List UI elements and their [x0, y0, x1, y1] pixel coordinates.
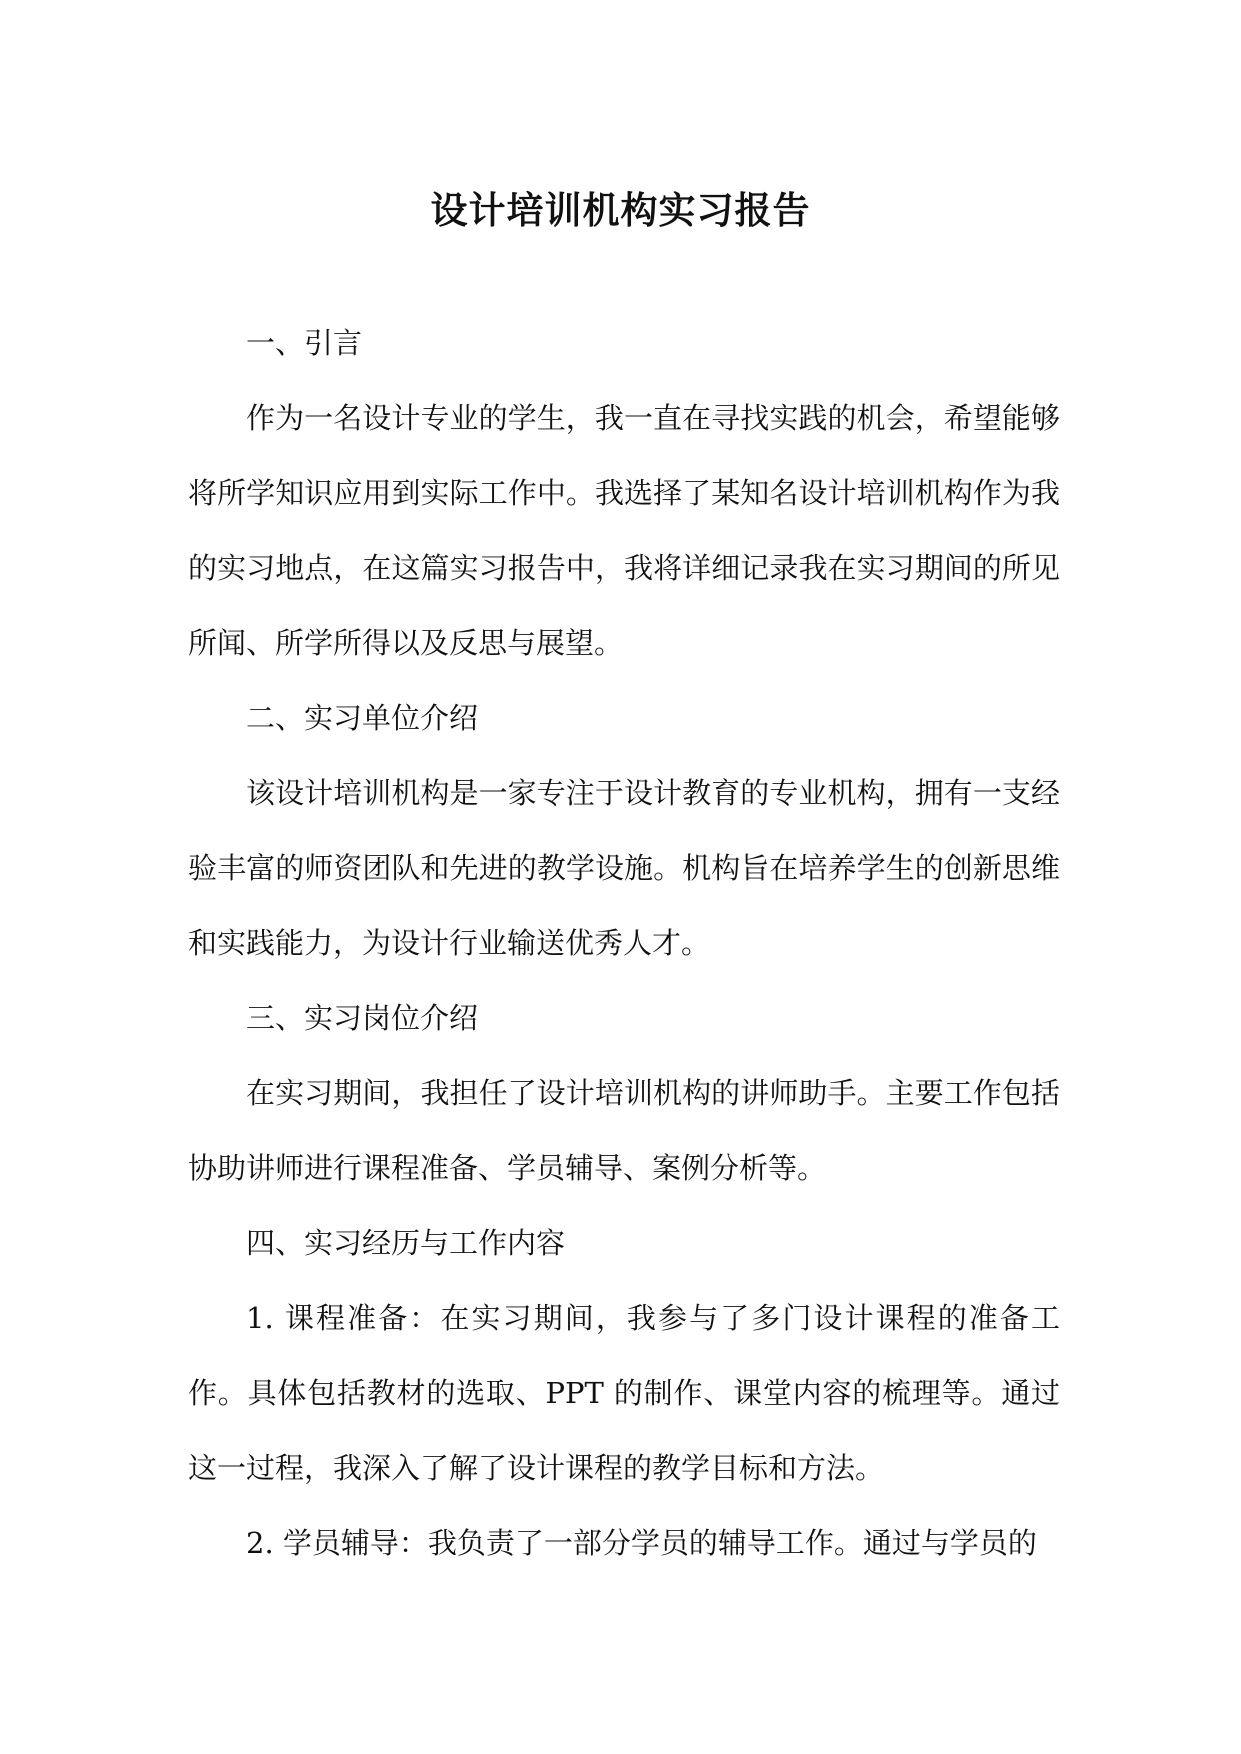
section-heading-position: 三、实习岗位介绍 [246, 1001, 479, 1035]
paragraph-course-preparation: 1. 课程准备：在实习期间，我参与了多门设计课程的准备工作。具体包括教材的选取、PPT 的制作、课堂内容的梳理等。通过这一过程，我深入了解了设计课程的教学目标和方法。 [188, 1301, 1060, 1485]
paragraph-organization: 该设计培训机构是一家专注于设计教育的专业机构，拥有一支经验丰富的师资团队和先进的教学设施。机构旨在培养学生的创新思维和实践能力，为设计行业输送优秀人才。 [188, 776, 1060, 960]
paragraph-position: 在实习期间，我担任了设计培训机构的讲师助手。主要工作包括协助讲师进行课程准备、学员辅导、案例分析等。 [188, 1076, 1060, 1185]
document-body [188, 306, 1060, 1581]
paragraph-student-tutoring: 2. 学员辅导：我负责了一部分学员的辅导工作。通过与学员的 [246, 1526, 1037, 1560]
document-title: 设计培训机构实习报告 [430, 188, 811, 232]
section-heading-experience: 四、实习经历与工作内容 [246, 1226, 566, 1260]
section-heading-organization: 二、实习单位介绍 [246, 701, 479, 735]
paragraph-introduction: 作为一名设计专业的学生，我一直在寻找实践的机会，希望能够将所学知识应用到实际工作中。我选择了某知名设计培训机构作为我的实习地点，在这篇实习报告中，我将详细记录我在实习期间的所见所闻、所学所得以及反思与展望。 [188, 401, 1060, 660]
section-heading-introduction: 一、引言 [246, 326, 363, 360]
